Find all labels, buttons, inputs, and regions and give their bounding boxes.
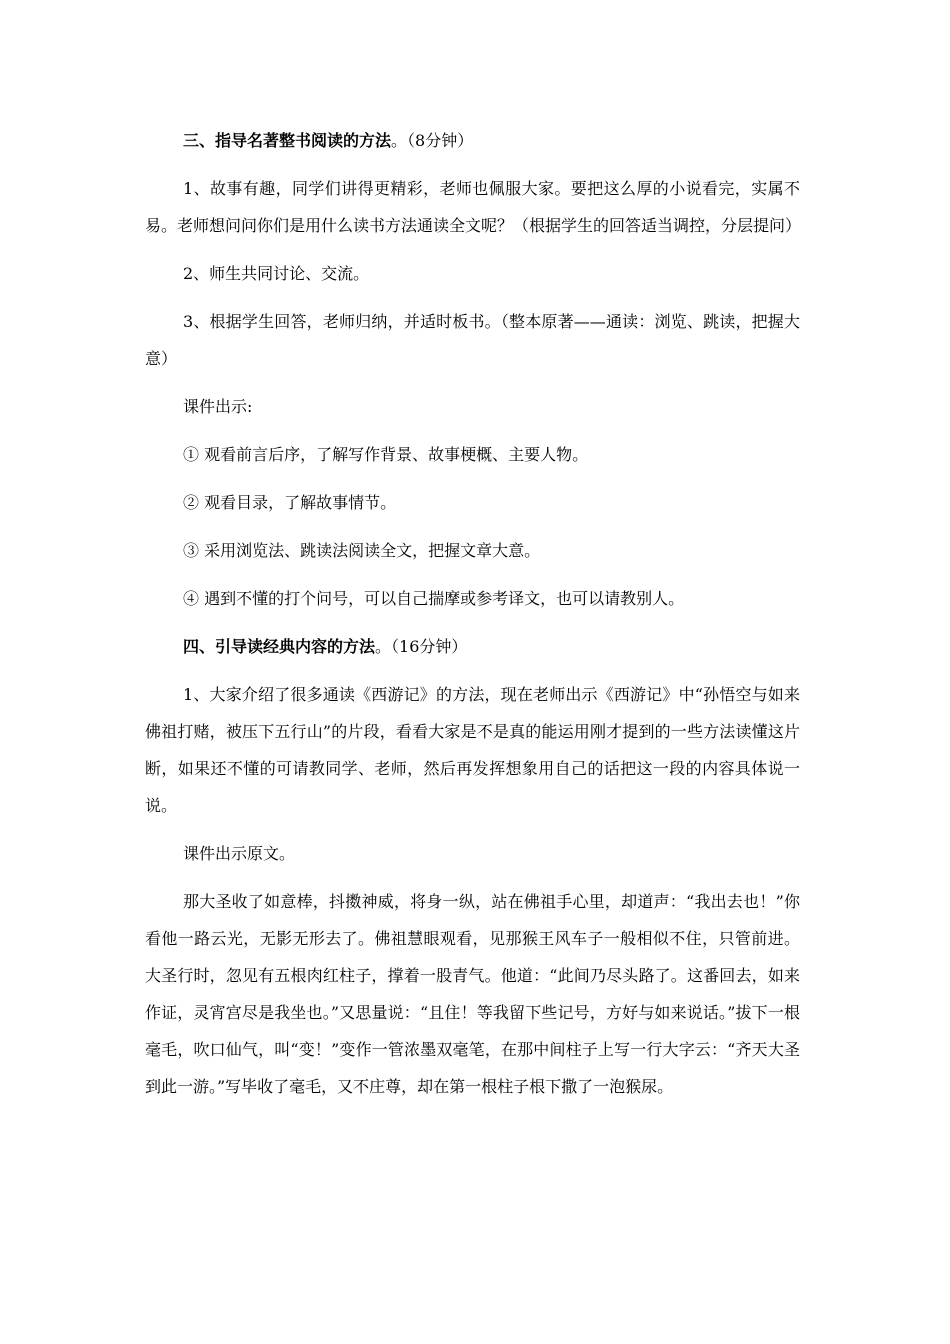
list-item: ② 观看目录，了解故事情节。 (183, 493, 397, 512)
section-heading-4 (145, 628, 800, 665)
list-item: ① 观看前言后序，了解写作背景、故事梗概、主要人物。 (183, 445, 589, 464)
paragraph: 1、故事有趣，同学们讲得更精彩，老师也佩服大家。要把这么厚的小说看完，实属不易。老师想问问你们是用什么读书方法通读全文呢？（根据学生的回答适当调控，分层提问） (145, 179, 802, 235)
courseware-label: 课件出示原文。 (183, 844, 296, 863)
section-heading-3-title: 三、指导名著整书阅读的方法 (183, 131, 392, 150)
document-body (145, 122, 800, 1116)
paragraph: 2、师生共同讨论、交流。 (183, 264, 370, 283)
section-heading-3-time: 。（8分钟） (391, 131, 474, 150)
list-item: ③ 采用浏览法、跳读法阅读全文，把握文章大意。 (183, 541, 541, 560)
paragraph: 3、根据学生回答，老师归纳，并适时板书。（整本原著——通读：浏览、跳读，把握大意） (145, 312, 800, 368)
section-heading-4-title: 四、引导读经典内容的方法 (183, 637, 376, 656)
paragraph: 1、大家介绍了很多通读《西游记》的方法，现在老师出示《西游记》中“孙悟空与如来佛祖打赌，被压下五行山”的片段，看看大家是不是真的能运用刚才提到的一些方法读懂这片断，如果还不懂的可请教同学、老师，然后再发挥想象用自己的话把这一段的内容具体说一说。 (145, 685, 800, 815)
list-item: ④ 遇到不懂的打个问号，可以自己揣摩或参考译文，也可以请教别人。 (183, 589, 685, 608)
section-heading-4-time: 。（16分钟） (375, 637, 468, 656)
original-text-excerpt: 那大圣收了如意棒，抖擞神威，将身一纵，站在佛祖手心里，却道声：“我出去也！”你看他一路云光，无影无形去了。佛祖慧眼观看，见那猴王风车子一般相似不住，只管前进。大圣行时，忽见有五根肉红柱子，撑着一股青气。他道：“此间乃尽头路了。这番回去，如来作证，灵宵宫尽是我坐也。”又思量说：“且住！等我留下些记号，方好与如来说话。”拔下一根毫毛，吹口仙气，叫“变！”变作一管浓墨双毫笔，在那中间柱子上写一行大字云：“齐天大圣到此一游。”写毕收了毫毛，又不庄尊，却在第一根柱子根下撒了一泡猴尿。 (145, 892, 800, 1096)
section-heading-3 (145, 122, 800, 159)
courseware-label: 课件出示: (183, 397, 253, 416)
